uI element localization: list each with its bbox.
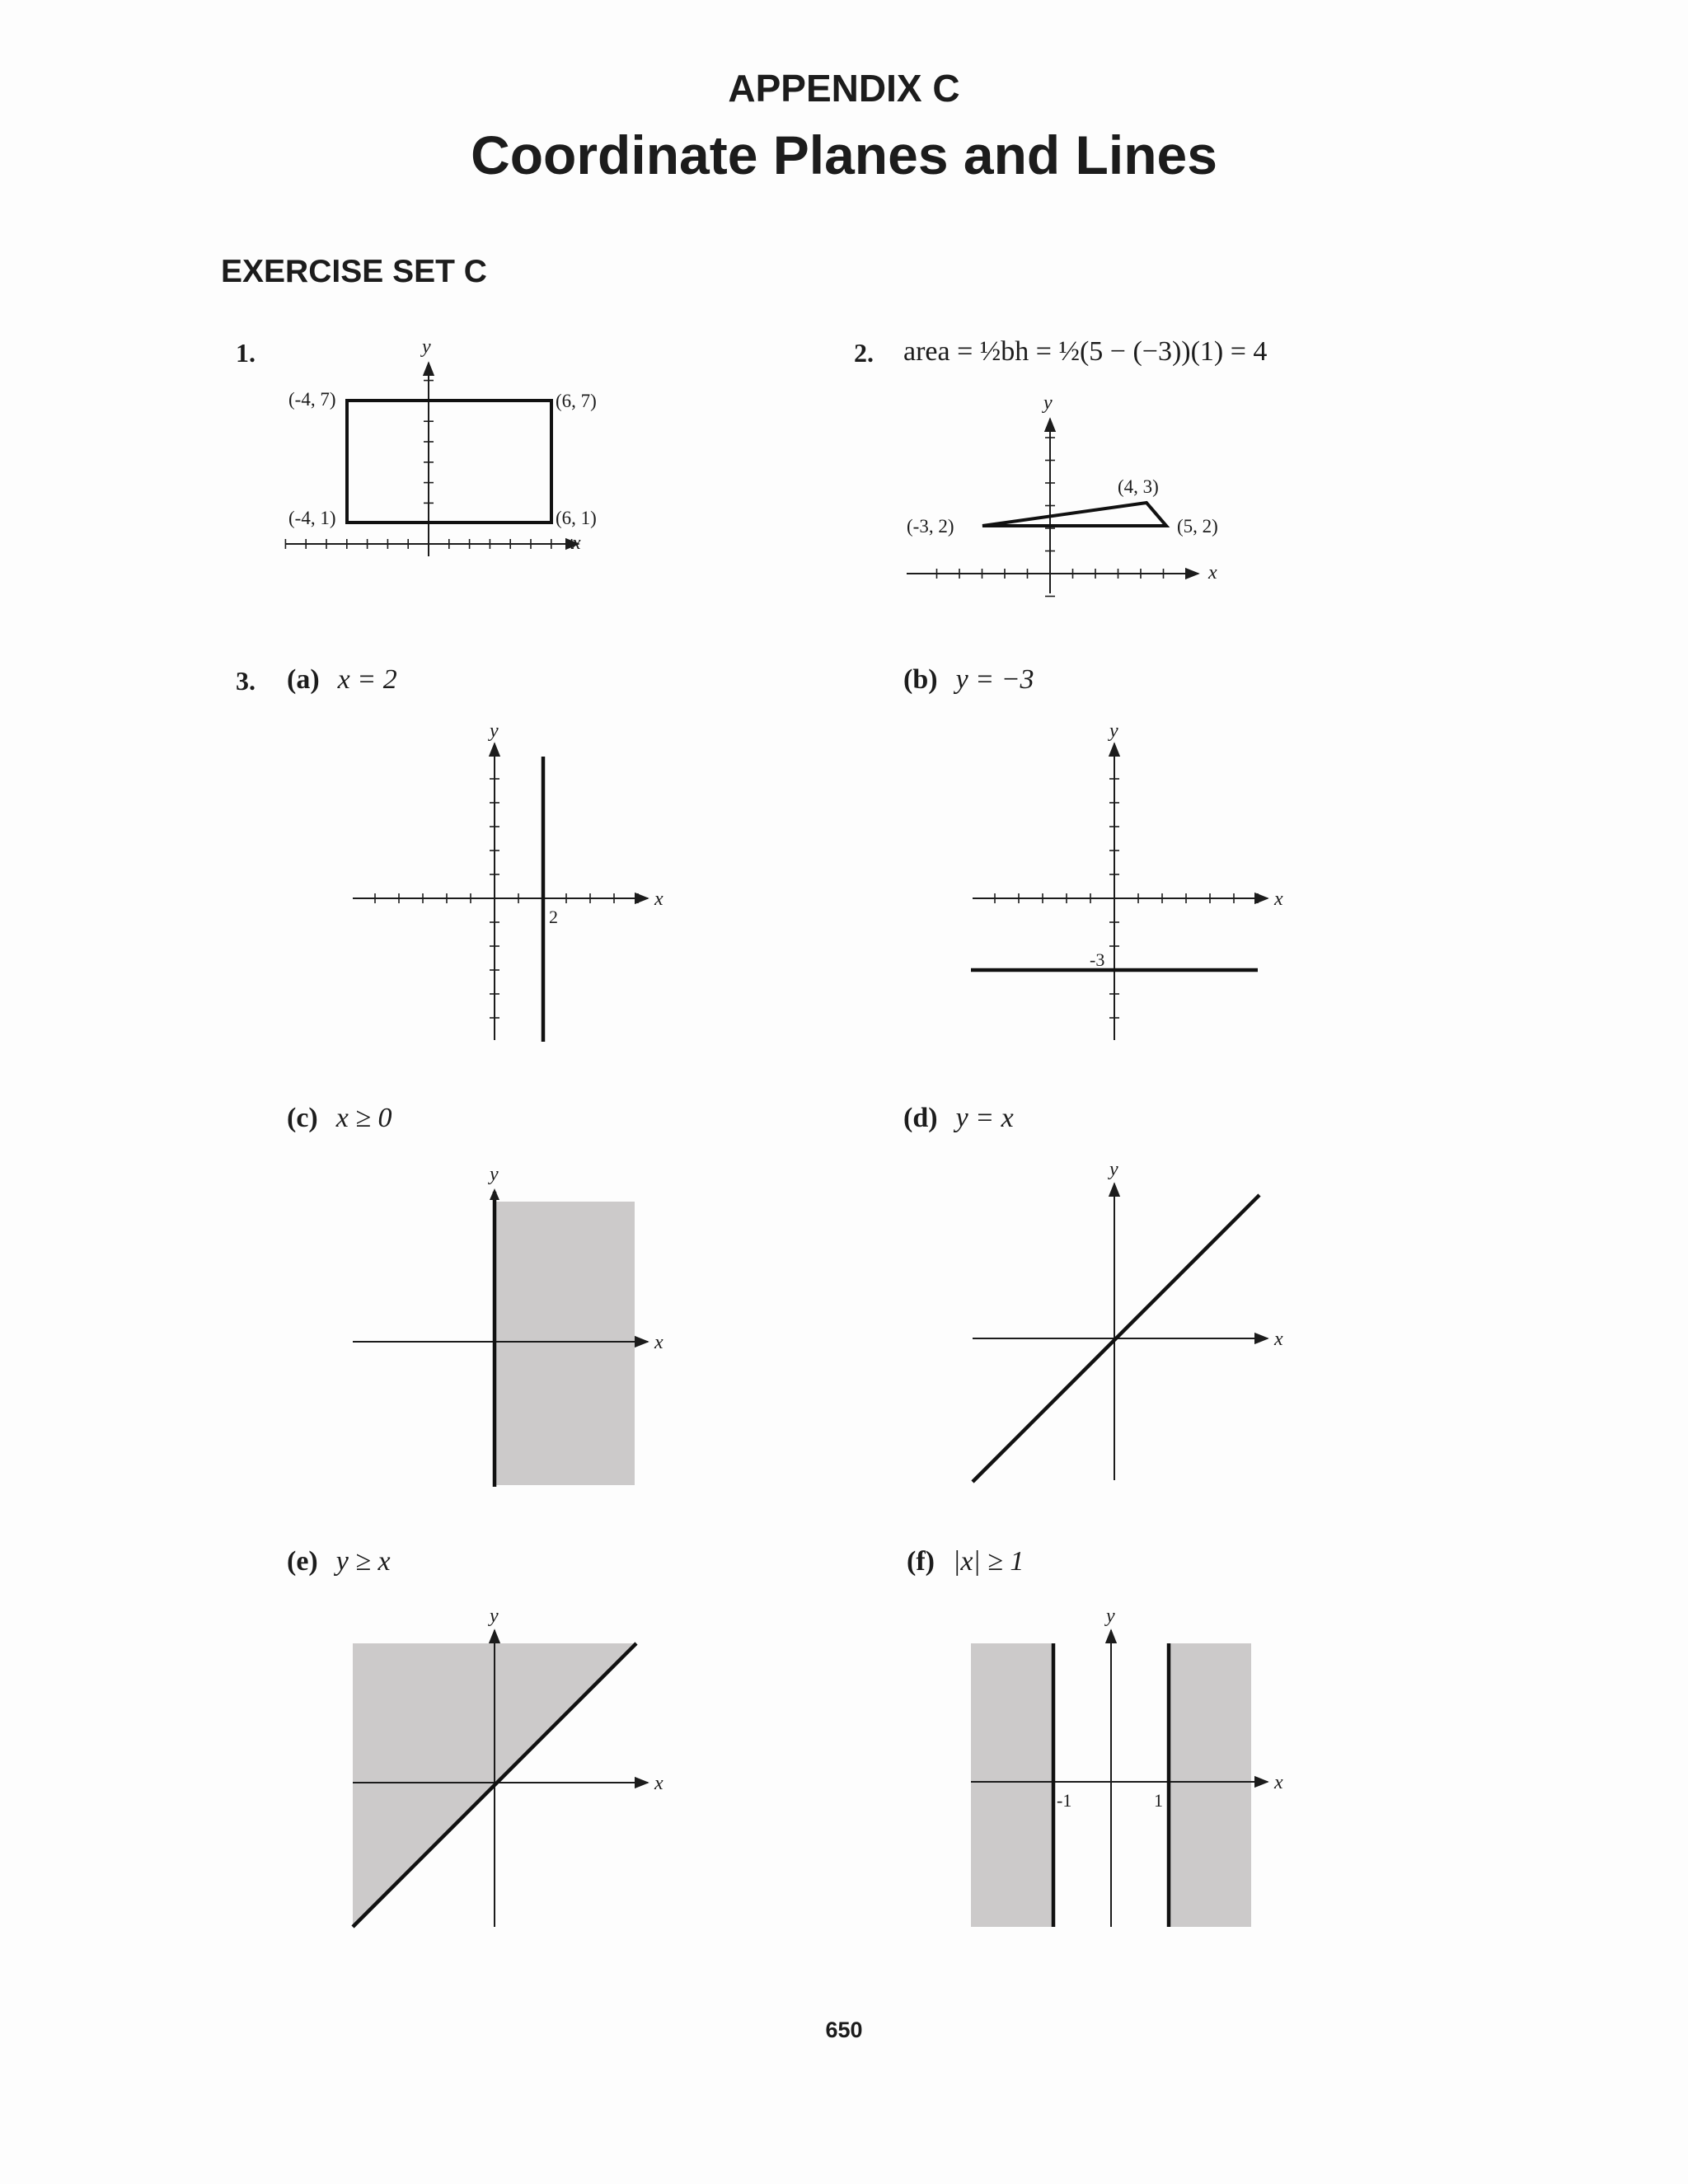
problem-3-number: 3. <box>236 666 256 696</box>
shaded-region-right <box>1169 1643 1251 1927</box>
part-f-expr: |x| ≥ 1 <box>952 1546 1025 1577</box>
graph-3d <box>973 1159 1283 1482</box>
part-e-expr: y ≥ x <box>335 1546 391 1577</box>
graph-2-y-label: y <box>1043 392 1053 414</box>
graph-3f <box>971 1605 1283 1927</box>
graph-1-y-label: y <box>422 336 431 358</box>
graph-3c-y-arrow <box>490 1188 499 1200</box>
part-a-expr: x = 2 <box>337 664 397 695</box>
graph-3e-x-label: x <box>654 1773 663 1794</box>
graph-3a-y-label: y <box>490 720 499 742</box>
page-title: Coordinate Planes and Lines <box>471 124 1217 185</box>
appendix-label: APPENDIX C <box>728 67 960 110</box>
problem-2-number: 2. <box>854 338 874 368</box>
part-b-expr: y = −3 <box>955 664 1034 695</box>
point-label-neg3-2: (-3, 2) <box>907 516 954 537</box>
graph-3b-ticks <box>995 755 1258 1018</box>
point-label-neg4-7: (-4, 7) <box>288 389 336 410</box>
area-formula: area = ½bh = ½(5 − (−3))(1) = 4 <box>903 336 1268 367</box>
graph-3d-y-label: y <box>1109 1159 1118 1180</box>
problem-1-number: 1. <box>236 338 256 368</box>
graph-3a-x-label: x <box>654 888 663 910</box>
point-label-6-7: (6, 7) <box>556 391 597 411</box>
graph-1-rectangle <box>285 336 597 556</box>
part-d-letter: (d) <box>903 1103 938 1133</box>
graph-3b-x-label: x <box>1274 888 1283 910</box>
point-label-6-1: (6, 1) <box>556 508 597 528</box>
part-c-expr: x ≥ 0 <box>335 1103 392 1133</box>
label-1: 1 <box>1154 1790 1163 1811</box>
graph-3f-y-label: y <box>1106 1605 1115 1627</box>
label-neg3: -3 <box>1090 949 1105 970</box>
part-a-letter: (a) <box>287 664 320 695</box>
shaded-region-left <box>971 1643 1053 1927</box>
graph-3b <box>971 720 1283 1040</box>
graph-2-ticks <box>937 438 1187 597</box>
graph-3a-ticks <box>375 755 638 1018</box>
graph-3a <box>353 720 663 1042</box>
label-2: 2 <box>549 907 558 927</box>
exercise-set-heading: EXERCISE SET C <box>221 254 487 289</box>
graph-3c-y-label: y <box>490 1164 499 1185</box>
graph-3d-x-label: x <box>1274 1329 1283 1350</box>
shaded-region-x-ge-0 <box>495 1202 635 1485</box>
point-label-4-3: (4, 3) <box>1118 476 1159 497</box>
rectangle-shape <box>347 401 551 523</box>
part-f-letter: (f) <box>907 1546 935 1577</box>
label-neg1: -1 <box>1057 1790 1072 1811</box>
part-c-letter: (c) <box>287 1103 318 1133</box>
part-d-expr: y = x <box>955 1103 1014 1133</box>
triangle-shape <box>982 503 1166 526</box>
graph-3e-y-label: y <box>490 1605 499 1627</box>
graph-3f-x-label: x <box>1274 1772 1283 1793</box>
point-label-5-2: (5, 2) <box>1177 516 1218 537</box>
graph-1-x-label: x <box>572 532 581 554</box>
point-label-neg4-1: (-4, 1) <box>288 508 336 528</box>
graph-3e <box>353 1605 663 1927</box>
graph-2-triangle <box>907 392 1218 597</box>
graph-3c-x-label: x <box>654 1332 663 1353</box>
part-e-letter: (e) <box>287 1546 318 1577</box>
graph-2-x-label: x <box>1208 562 1217 583</box>
part-b-letter: (b) <box>903 664 938 695</box>
page-number: 650 <box>825 2018 863 2042</box>
graph-3c <box>353 1164 663 1487</box>
graph-3b-y-label: y <box>1109 720 1118 742</box>
